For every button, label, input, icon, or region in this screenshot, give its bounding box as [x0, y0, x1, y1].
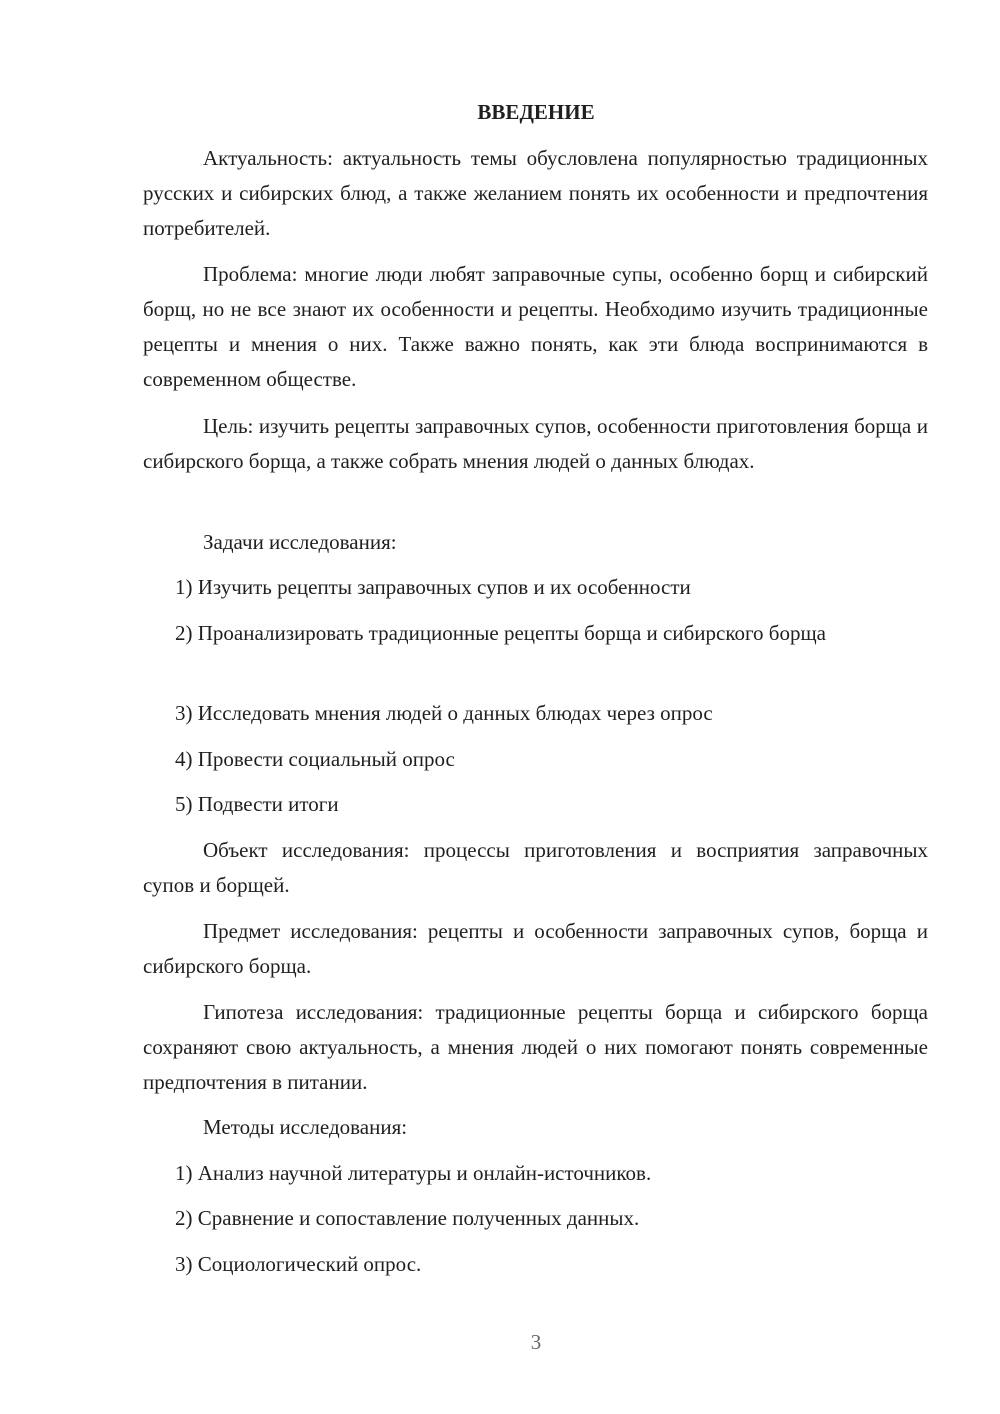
- task-item: 2) Проанализировать традиционные рецепты борща и сибирского борща: [175, 621, 826, 645]
- tasks-heading: Задачи исследования:: [203, 530, 397, 554]
- task-item: 1) Изучить рецепты заправочных супов и их особенности: [175, 575, 691, 599]
- relevance-paragraph: Актуальность: актуальность темы обусловлена популярностью традиционных русских и сибирских блюд, а также желанием понять их особенности и предпочтения потребителей.: [143, 146, 928, 240]
- task-item: 5) Подвести итоги: [175, 792, 339, 816]
- method-item: 2) Сравнение и сопоставление полученных данных.: [175, 1206, 640, 1230]
- method-item: 1) Анализ научной литературы и онлайн-источников.: [175, 1161, 652, 1185]
- subject-paragraph: Предмет исследования: рецепты и особенности заправочных супов, борща и сибирского борща.: [143, 919, 928, 978]
- goal-paragraph: Цель: изучить рецепты заправочных супов, особенности приготовления борща и сибирского борща, а также собрать мнения людей о данных блюдах.: [143, 414, 928, 473]
- page-title: ВВЕДЕНИЕ: [477, 100, 595, 124]
- task-item: 4) Провести социальный опрос: [175, 747, 455, 771]
- object-paragraph: Объект исследования: процессы приготовления и восприятия заправочных супов и борщей.: [143, 838, 928, 897]
- problem-paragraph: Проблема: многие люди любят заправочные супы, особенно борщ и сибирский борщ, но не все знают их особенности и рецепты. Необходимо изучить традиционные рецепты и мнения о них. Также важно понять, как эти блюда воспринимаются в современном обществе.: [143, 262, 928, 391]
- hypothesis-paragraph: Гипотеза исследования: традиционные рецепты борща и сибирского борща сохраняют свою актуальность, а мнения людей о них помогают понять современные предпочтения в питании.: [143, 1000, 928, 1094]
- task-item: 3) Исследовать мнения людей о данных блюдах через опрос: [175, 701, 713, 725]
- methods-heading: Методы исследования:: [203, 1115, 408, 1139]
- method-item: 3) Социологический опрос.: [175, 1252, 422, 1276]
- page-number: 3: [530, 1330, 542, 1354]
